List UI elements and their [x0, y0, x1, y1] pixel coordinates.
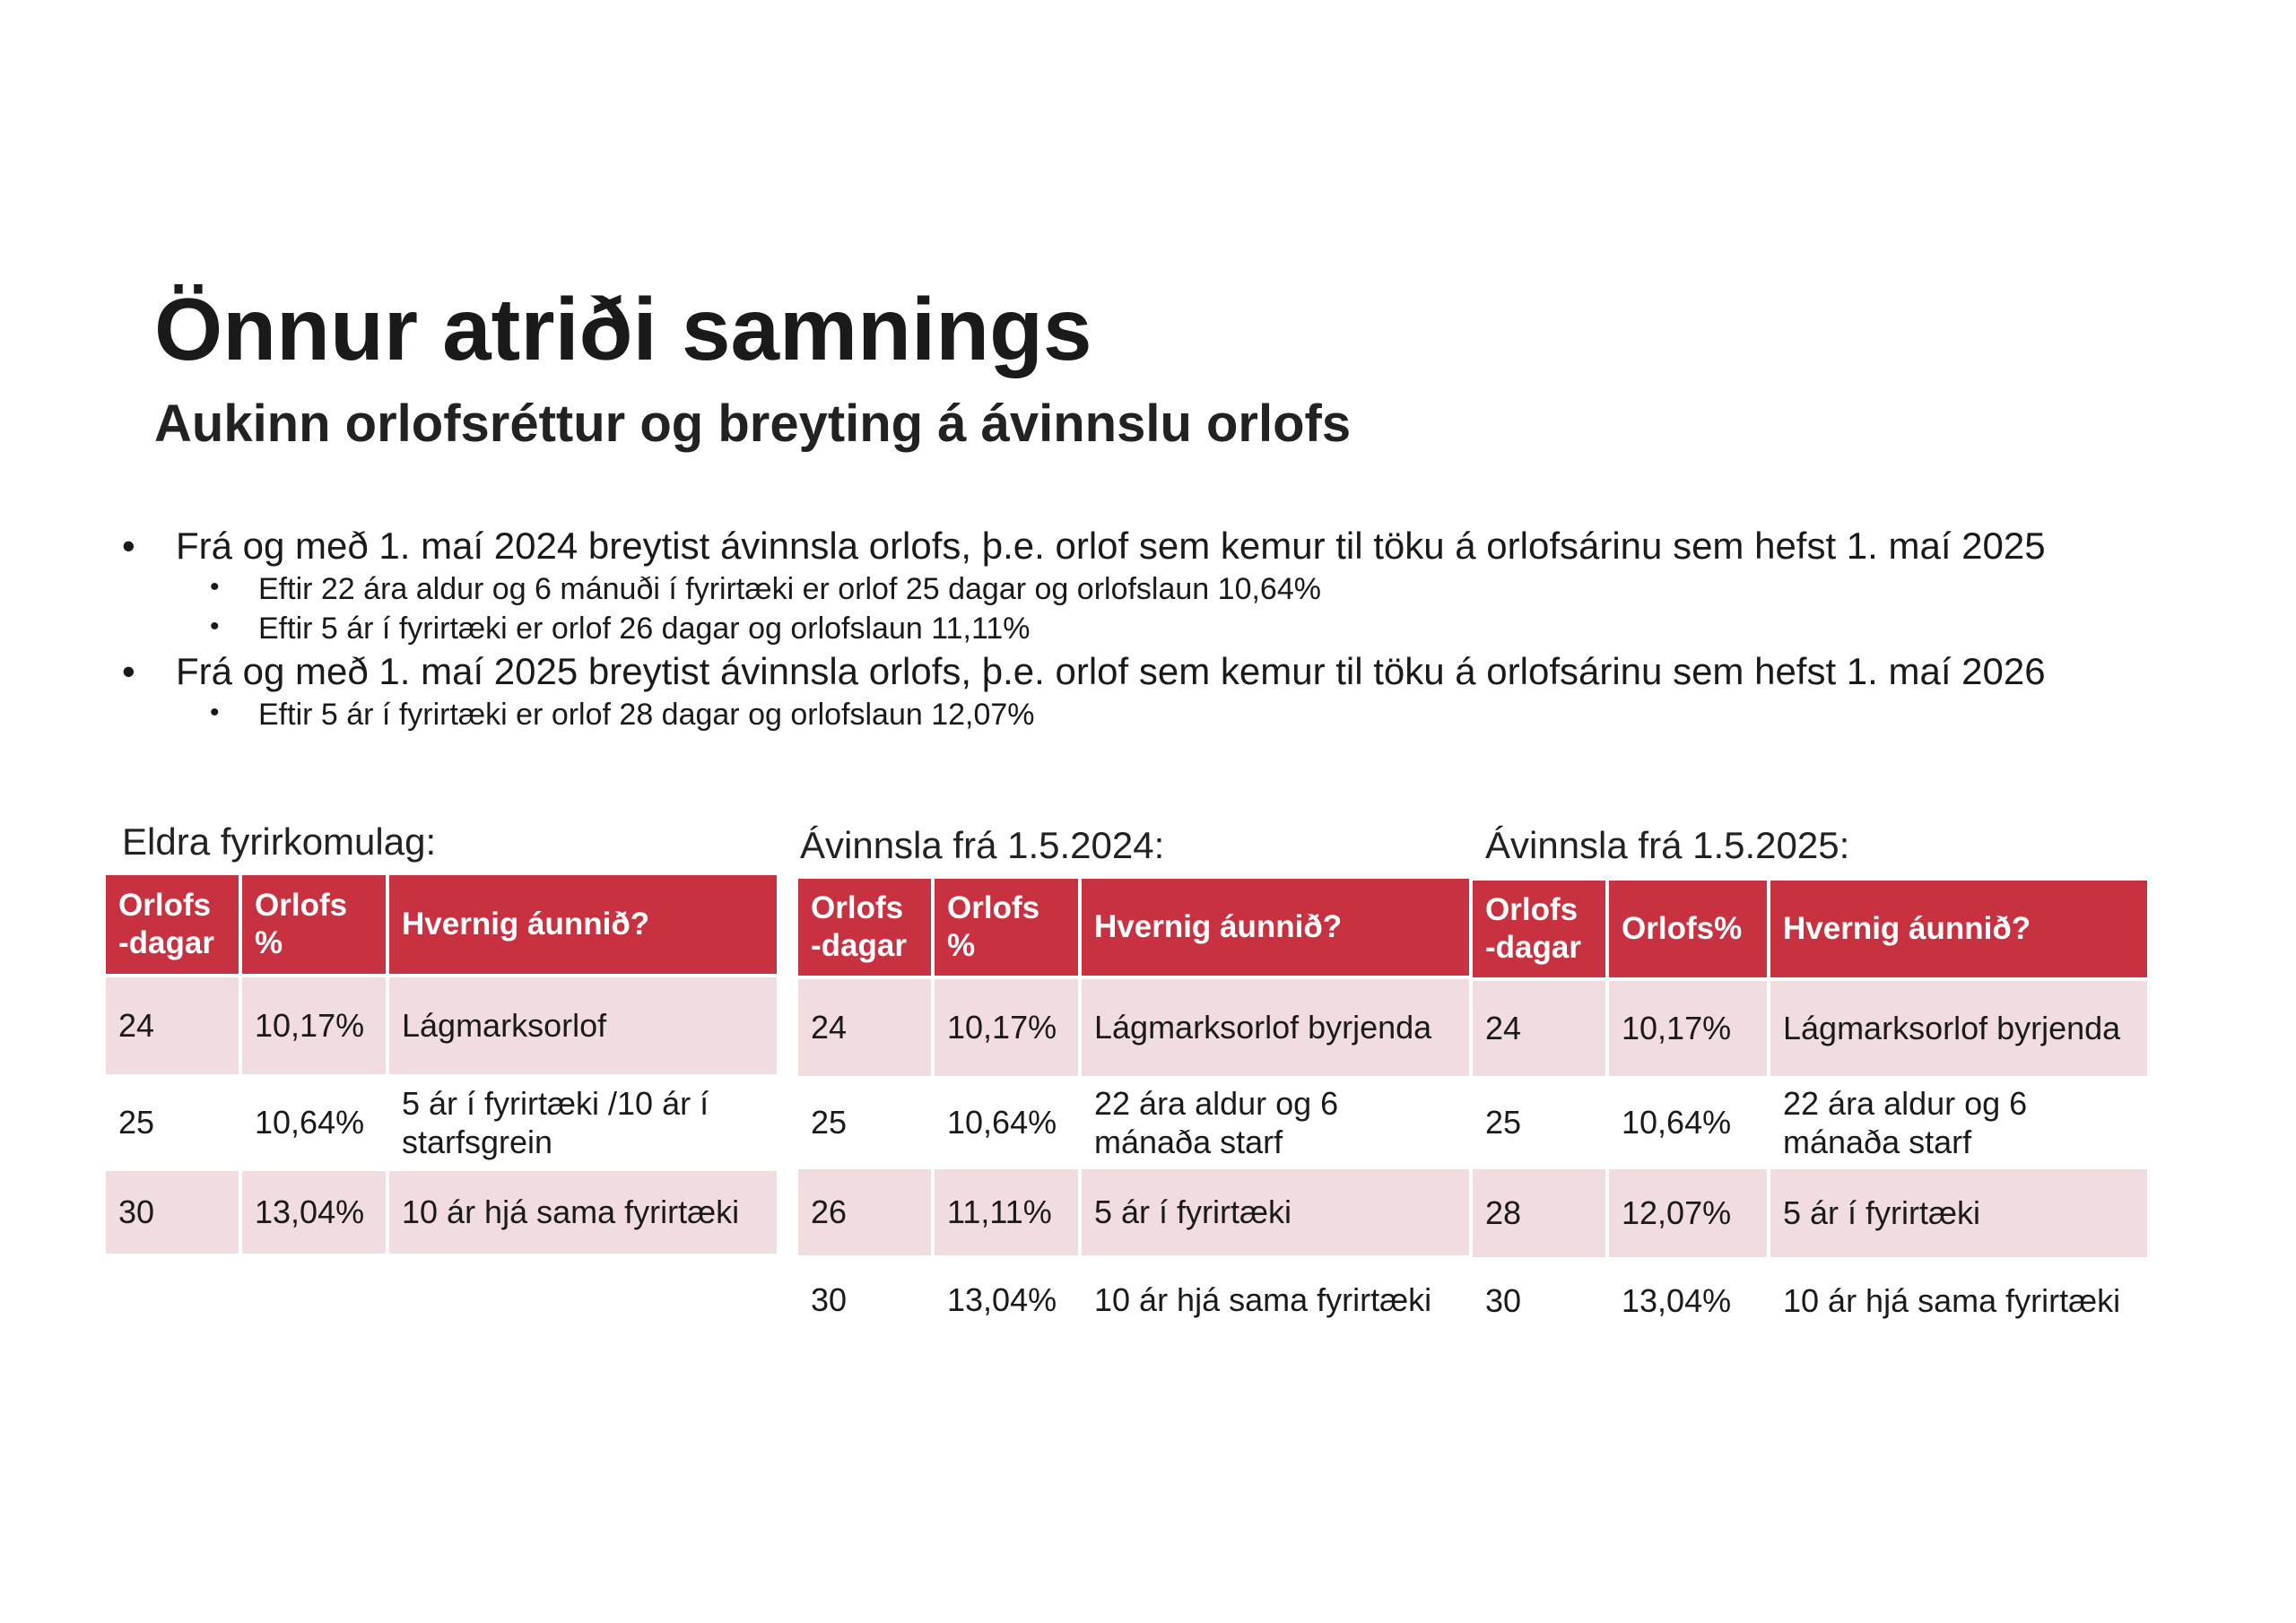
table-accrual-2025 — [1469, 881, 2151, 1345]
page-subtitle: Aukinn orlofsréttur og breyting á ávinnslu orlofs — [154, 395, 1352, 453]
cell-how: Lágmarksorlof — [389, 977, 777, 1074]
header-hvernig: Hvernig áunnið? — [1770, 881, 2147, 981]
sub-bullet-item: • Eftir 22 ára aldur og 6 mánuði í fyrirtæki er orlof 25 dagar og orlofslaun 10,64% — [122, 574, 2230, 610]
table-old-arrangement — [102, 875, 780, 1254]
header-orlofsdagar: Orlofs -dagar — [798, 879, 931, 979]
header-orlofsdagar: Orlofs -dagar — [1473, 881, 1605, 981]
sub-bullet-item: • Eftir 5 ár í fyrirtæki er orlof 28 dagar og orlofslaun 12,07% — [122, 699, 2230, 735]
cell-how: 22 ára aldur og 6 mánaða starf — [1770, 1076, 2147, 1169]
table-row — [1473, 1076, 2147, 1169]
table-header-row — [106, 875, 777, 977]
header-hvernig: Hvernig áunnið? — [389, 875, 777, 977]
cell-percent: 10,64% — [1609, 1076, 1767, 1169]
cell-days: 25 — [798, 1076, 931, 1169]
header-orlofsdagar: Orlofs -dagar — [106, 875, 239, 977]
cell-days: 26 — [798, 1169, 931, 1255]
table-row — [798, 1255, 1469, 1345]
cell-percent: 10,17% — [1609, 981, 1767, 1076]
cell-percent: 10,17% — [242, 977, 386, 1074]
cell-how: Lágmarksorlof byrjenda — [1770, 981, 2147, 1076]
cell-how: 10 ár hjá sama fyrirtæki — [1082, 1255, 1469, 1345]
cell-how: 10 ár hjá sama fyrirtæki — [1770, 1257, 2147, 1345]
page-title: Önnur atriði samnings — [154, 280, 1092, 378]
cell-how: Lágmarksorlof byrjenda — [1082, 979, 1469, 1076]
table-row — [106, 1074, 777, 1171]
table-row — [106, 1171, 777, 1254]
bullet-item: • Frá og með 1. maí 2024 breytist ávinnsla orlofs, þ.e. orlof sem kemur til töku á orlofsárinu sem hefst 1. maí 2025 — [122, 527, 2230, 570]
cell-days: 28 — [1473, 1169, 1605, 1257]
cell-days: 30 — [106, 1171, 239, 1254]
header-orlofs-percent: Orlofs % — [242, 875, 386, 977]
cell-percent: 13,04% — [1609, 1257, 1767, 1345]
cell-days: 24 — [1473, 981, 1605, 1076]
cell-days: 25 — [106, 1074, 239, 1171]
cell-percent: 13,04% — [935, 1255, 1078, 1345]
cell-days: 25 — [1473, 1076, 1605, 1169]
table-title-2024: Ávinnsla frá 1.5.2024: — [800, 824, 1165, 866]
cell-how: 5 ár í fyrirtæki /10 ár í starfsgrein — [389, 1074, 777, 1171]
header-hvernig: Hvernig áunnið? — [1082, 879, 1469, 979]
cell-percent: 13,04% — [242, 1171, 386, 1254]
table-row — [1473, 1169, 2147, 1257]
table-row — [1473, 1257, 2147, 1345]
table-row — [1473, 981, 2147, 1076]
cell-days: 24 — [798, 979, 931, 1076]
cell-percent: 10,17% — [935, 979, 1078, 1076]
bullet-item: • Frá og með 1. maí 2025 breytist ávinnsla orlofs, þ.e. orlof sem kemur til töku á orlofsárinu sem hefst 1. maí 2026 — [122, 653, 2230, 696]
table-title-2025: Ávinnsla frá 1.5.2025: — [1485, 824, 1850, 866]
cell-how: 5 ár í fyrirtæki — [1082, 1169, 1469, 1255]
cell-how: 5 ár í fyrirtæki — [1770, 1169, 2147, 1257]
table-header-row — [1473, 881, 2147, 981]
table-title-old: Eldra fyrirkomulag: — [122, 820, 437, 863]
table-row — [798, 1169, 1469, 1255]
cell-days: 24 — [106, 977, 239, 1074]
cell-how: 10 ár hjá sama fyrirtæki — [389, 1171, 777, 1254]
table-row — [106, 977, 777, 1074]
cell-percent: 10,64% — [242, 1074, 386, 1171]
cell-how: 22 ára aldur og 6 mánaða starf — [1082, 1076, 1469, 1169]
table-header-row — [798, 879, 1469, 979]
cell-percent: 12,07% — [1609, 1169, 1767, 1257]
table-row — [798, 979, 1469, 1076]
header-orlofs-percent: Orlofs% — [1609, 881, 1767, 981]
bullet-list — [122, 527, 2230, 739]
cell-percent: 10,64% — [935, 1076, 1078, 1169]
table-row — [798, 1076, 1469, 1169]
cell-days: 30 — [1473, 1257, 1605, 1345]
sub-bullet-item: • Eftir 5 ár í fyrirtæki er orlof 26 dagar og orlofslaun 11,11% — [122, 613, 2230, 649]
cell-percent: 11,11% — [935, 1169, 1078, 1255]
table-accrual-2024 — [795, 879, 1473, 1345]
cell-days: 30 — [798, 1255, 931, 1345]
header-orlofs-percent: Orlofs % — [935, 879, 1078, 979]
